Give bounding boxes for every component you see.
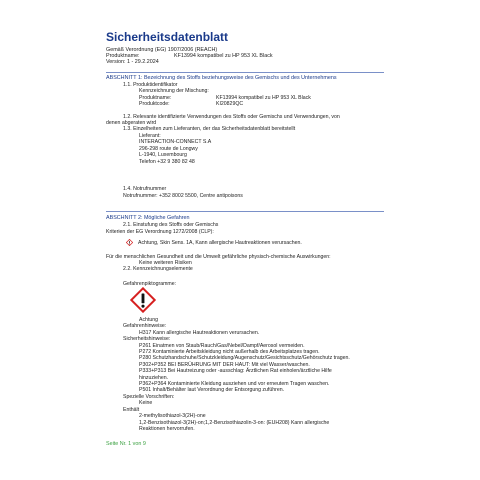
- spezielle-label: Spezielle Vorschriften:: [123, 394, 175, 400]
- substance-1: 2-methylisothiazol-3(2H)-one: [139, 413, 206, 419]
- p-statement: P261 Einatmen von Staub/Rauch/Gas/Nebel/Dampf/Aerosol vermeiden.: [139, 343, 305, 349]
- umwelt-text: Für die menschlichen Gesundheit und die Umwelt gefährliche physisch-chemische Auswirkungen:: [106, 254, 331, 260]
- s1-3-text: 1.3. Einzelheiten zum Lieferanten, der das Sicherheitsdatenblatt bereitstellt: [123, 126, 296, 132]
- document-title: Sicherheitsdatenblatt: [106, 30, 229, 44]
- s2-1-text: 2.1. Einstufung des Stoffs oder Gemischs: [123, 222, 219, 228]
- section-2-heading: ABSCHNITT 2: Mögliche Gefahren: [106, 215, 190, 221]
- substance-2-a: 1,2-Benzisothiazol-3(2H)-on;1,2-Benzisothiazolin-3-on: (EUH208) Kann allergische: [139, 420, 330, 426]
- p-statement: P501 Inhalt/Behälter laut Verordnung der Entsorgung zuführen.: [139, 387, 285, 393]
- produktcode-label: Produktcode:: [139, 101, 170, 107]
- company-street: 296-298 route de Longwy: [139, 146, 198, 152]
- notruf-text: Notrufnummer: +352 8002 5500, Centre antipoisons: [123, 193, 243, 199]
- exclamation-hazard-icon: [126, 239, 133, 246]
- section-divider: [106, 72, 384, 73]
- keine-text: Keine: [139, 400, 153, 406]
- substance-2-b: Reaktionen hervorrufen.: [139, 426, 195, 432]
- h317-text: H317 Kann allergische Hautreaktionen verursachen.: [139, 330, 260, 336]
- p-statement: P302+P352 BEI BERÜHRUNG MIT DER HAUT: Mit viel Wasser/waschen.: [139, 362, 310, 368]
- section-divider: [106, 211, 384, 212]
- version-line: Version: 1 - 29.2.2024: [106, 59, 159, 65]
- s2-2-text: 2.2. Kennzeichnungselemente: [123, 266, 193, 272]
- kennzeichnung-text: Kennzeichnung der Mischung:: [139, 88, 209, 94]
- enthaelt-label: Enthält: [123, 407, 140, 413]
- lieferant-label: Lieferant:: [139, 133, 161, 139]
- page-number: Seite Nr. 1 von 9: [106, 441, 146, 447]
- kriterien-text: Kriterien der EG Verordnung 1272/2008 (CLP):: [106, 229, 214, 235]
- s1-2-text-b: denen abgeraten wird: [106, 120, 157, 126]
- produktcode-value: KI20829QC: [216, 101, 244, 107]
- company-city: L-1940, Luxembourg: [139, 152, 187, 158]
- s1-4-text: 1.4. Notrufnummer: [123, 186, 167, 192]
- gefahrenhinweise-label: Gefahrenhinweise:: [123, 323, 167, 329]
- p-statement: P333+P313 Bei Hautreizung oder -ausschlag: Ärztlichen Rat einholen/ärztliche Hilfe: [139, 368, 332, 374]
- s1-2-text-a: 1.2. Relevante identifizierte Verwendungen des Stoffs oder Gemischs und Verwendungen, von: [123, 114, 340, 120]
- produktname-value: KF13994 kompatibel zu HP 953 XL Black: [216, 95, 311, 101]
- company-name: INTERACTION-CONNECT S.A: [139, 139, 212, 145]
- p-statement: hinzuziehen.: [139, 375, 169, 381]
- piktogramme-label: Gefahrenpiktogramme:: [123, 281, 177, 287]
- achtung-text: Achtung: [139, 317, 159, 323]
- p-statement: P280 Schutzhandschuhe/Schutzkleidung/Augenschutz/Gesichtsschutz/Gehörschutz tragen.: [139, 355, 350, 361]
- ghs07-exclamation-icon: [130, 287, 156, 313]
- section-1-heading: ABSCHNITT 1: Bezeichnung des Stoffs beziehungsweise des Gemischs und des Unternehmens: [106, 75, 337, 81]
- s1-1-text: 1.1. Produktidentifikator: [123, 82, 178, 88]
- regulation-line: Gemäß Verordnung (EG) 1907/2006 (REACH): [106, 47, 218, 53]
- einstufung-text: Achtung, Skin Sens. 1A, Kann allergische Hautreaktionen verursachen.: [138, 240, 302, 246]
- company-phone: Telefon +32 9 380 82 48: [139, 159, 195, 165]
- keine-risiken-text: Keine weiteren Risiken: [139, 260, 192, 266]
- p-statement: P272 Kontaminierte Arbeitskleidung nicht außerhalb des Arbeitsplatzes tragen.: [139, 349, 320, 355]
- produktname-label: Produktname:: [139, 95, 172, 101]
- sicherheitshinweise-label: Sicherheitshinweise:: [123, 336, 171, 342]
- product-name: KF13994 kompatibel zu HP 953 XL Black: [174, 53, 273, 59]
- produktcode-row: [139, 101, 243, 107]
- product-label: Produktname:: [106, 53, 140, 59]
- p-statement: P362+P364 Kontaminierte Kleidung ausziehen und vor erneutem Tragen waschen.: [139, 381, 330, 387]
